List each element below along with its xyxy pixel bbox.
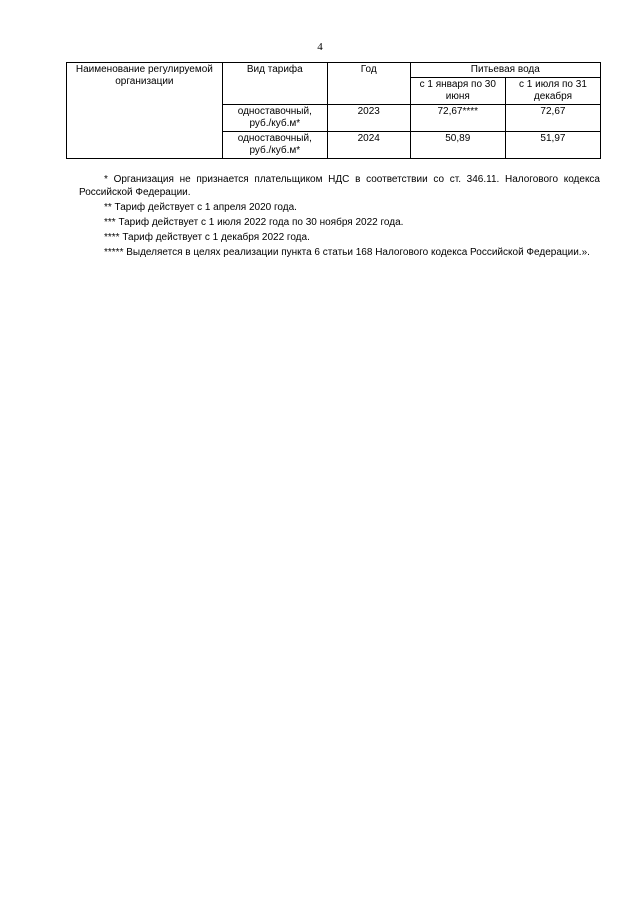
header-tariff-type: Вид тарифа [222, 63, 327, 105]
cell-year: 2024 [327, 132, 410, 159]
header-year: Год [327, 63, 410, 105]
header-org-name: Наименование регулируемой организации [67, 63, 223, 159]
header-drinking-water: Питьевая вода [410, 63, 600, 78]
cell-period-2: 51,97 [505, 132, 600, 159]
cell-tariff-type: одноставочный, руб./куб.м* [222, 105, 327, 132]
footnote: *** Тариф действует с 1 июля 2022 года по 30 ноября 2022 года. [104, 217, 404, 228]
header-period-1: с 1 января по 30 июня [410, 78, 505, 105]
cell-year: 2023 [327, 105, 410, 132]
footnote: ** Тариф действует с 1 апреля 2020 года. [104, 202, 297, 213]
footnote: * Организация не признается плательщиком НДС в соответствии со ст. 346.11. Налогового кодекса Российской Федерации. [79, 174, 600, 198]
header-period-2: с 1 июля по 31 декабря [505, 78, 600, 105]
footnote: **** Тариф действует с 1 декабря 2022 года. [104, 232, 310, 243]
cell-period-1: 72,67**** [410, 105, 505, 132]
cell-period-2: 72,67 [505, 105, 600, 132]
page-number: 4 [317, 41, 323, 53]
footnotes [79, 173, 600, 261]
cell-tariff-type: одноставочный, руб./куб.м* [222, 132, 327, 159]
tariff-table [66, 62, 601, 159]
cell-period-1: 50,89 [410, 132, 505, 159]
footnote: ***** Выделяется в целях реализации пункта 6 статьи 168 Налогового кодекса Российской Федерации.». [104, 247, 590, 258]
table-header-row [67, 63, 601, 78]
